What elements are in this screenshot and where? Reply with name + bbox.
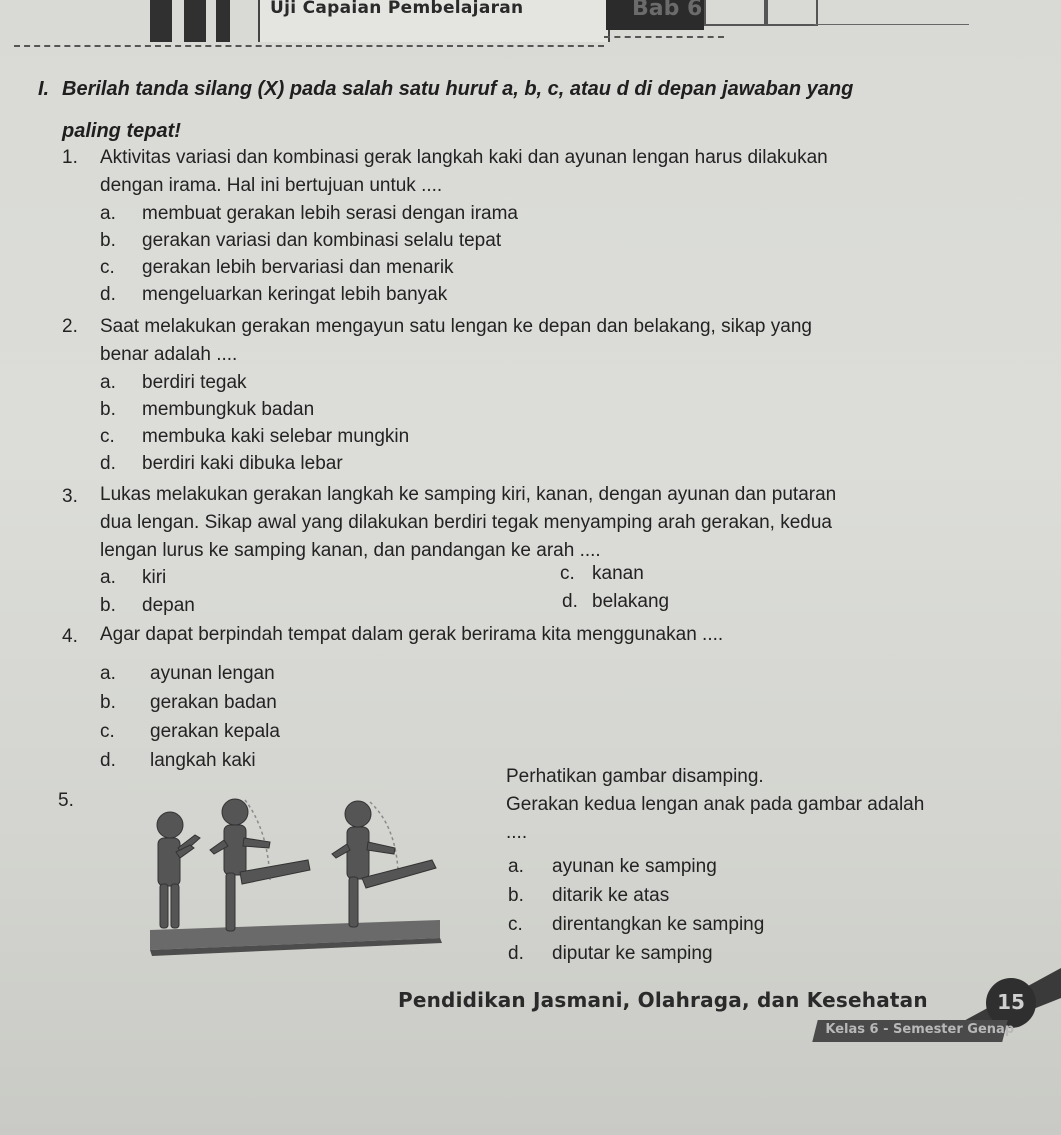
option-text: ditarik ke atas [552,885,670,906]
exercise-illustration [140,790,450,980]
header-decoration [150,0,260,42]
question-text: lengan lurus ke samping kanan, dan pandangan ke arah .... [100,540,601,561]
instruction-line-1: Berilah tanda silang (X) pada salah satu huruf a, b, c, atau d di depan jawaban yang [62,78,854,100]
header-tab [764,0,818,26]
option-letter[interactable]: d. [100,750,116,771]
option-letter[interactable]: a. [508,856,524,877]
option-letter[interactable]: a. [100,663,116,684]
option-text: diputar ke samping [552,943,713,964]
option-letter[interactable]: a. [100,567,116,588]
question-number: 2. [62,316,78,337]
book-title: Pendidikan Jasmani, Olahraga, dan Kesehatan [398,988,928,1012]
option-text: depan [142,595,195,616]
option-letter[interactable]: c. [100,721,115,742]
option-text: kanan [592,563,644,584]
header-rule [814,24,969,25]
option-text: gerakan lebih bervariasi dan menarik [142,257,454,278]
page-number: 15 [997,990,1025,1014]
option-text: mengeluarkan keringat lebih banyak [142,284,448,305]
option-letter[interactable]: d. [562,591,578,612]
question-text: Lukas melakukan gerakan langkah ke samping kiri, kanan, dengan ayunan dan putaran [100,484,837,505]
option-letter[interactable]: a. [100,203,116,224]
option-text: membuka kaki selebar mungkin [142,426,410,447]
option-text: gerakan variasi dan kombinasi selalu tepat [142,230,502,251]
option-text: membuat gerakan lebih serasi dengan irama [142,203,518,224]
option-letter[interactable]: d. [100,284,116,305]
question-number: 4. [62,626,78,647]
question-text: Aktivitas variasi dan kombinasi gerak langkah kaki dan ayunan lengan harus dilakukan [100,147,828,168]
option-text: berdiri tegak [142,372,247,393]
option-text: belakang [592,591,670,612]
option-letter[interactable]: d. [100,453,116,474]
option-letter[interactable]: c. [100,426,115,447]
header-dashed-rule [604,36,724,38]
option-letter[interactable]: b. [508,885,524,906]
option-letter[interactable]: c. [508,914,523,935]
class-label-band [812,1020,1015,1042]
option-letter[interactable]: a. [100,372,116,393]
header-title: Uji Capaian Pembelajaran [270,0,524,18]
question-number: 1. [62,147,78,168]
question-text: benar adalah .... [100,344,238,365]
option-text: langkah kaki [150,750,256,771]
header-tab [704,0,768,26]
option-letter[interactable]: b. [100,692,116,713]
option-text: gerakan kepala [150,721,280,742]
option-letter[interactable]: b. [100,595,116,616]
option-text: berdiri kaki dibuka lebar [142,453,343,474]
option-letter[interactable]: d. [508,943,524,964]
question-number: 5. [58,790,74,811]
question-text: .... [506,822,528,843]
chapter-badge [606,0,704,30]
option-text: direntangkan ke samping [552,914,765,935]
option-text: membungkuk badan [142,399,315,420]
question-text: dua lengan. Sikap awal yang dilakukan berdiri tegak menyamping arah gerakan, kedua [100,512,832,533]
question-text: Gerakan kedua lengan anak pada gambar adalah [506,794,925,815]
chapter-label: Bab 6 [632,0,703,21]
option-letter[interactable]: b. [100,230,116,251]
option-text: ayunan ke samping [552,856,717,877]
question-text: Agar dapat berpindah tempat dalam gerak berirama kita menggunakan .... [100,624,724,645]
question-text: Saat melakukan gerakan mengayun satu lengan ke depan dan belakang, sikap yang [100,316,812,337]
option-text: gerakan badan [150,692,277,713]
option-text: ayunan lengan [150,663,275,684]
section-label: I. [38,78,50,100]
option-letter[interactable]: c. [100,257,115,278]
instruction-line-2: paling tepat! [62,120,181,142]
option-text: kiri [142,567,167,588]
header-dashed-rule [14,45,604,47]
question-text: Perhatikan gambar disamping. [506,766,764,787]
question-number: 3. [62,486,78,507]
option-letter[interactable]: c. [560,563,575,584]
class-label: Kelas 6 - Semester Genap [825,1022,1015,1037]
question-text: dengan irama. Hal ini bertujuan untuk .... [100,175,443,196]
option-letter[interactable]: b. [100,399,116,420]
